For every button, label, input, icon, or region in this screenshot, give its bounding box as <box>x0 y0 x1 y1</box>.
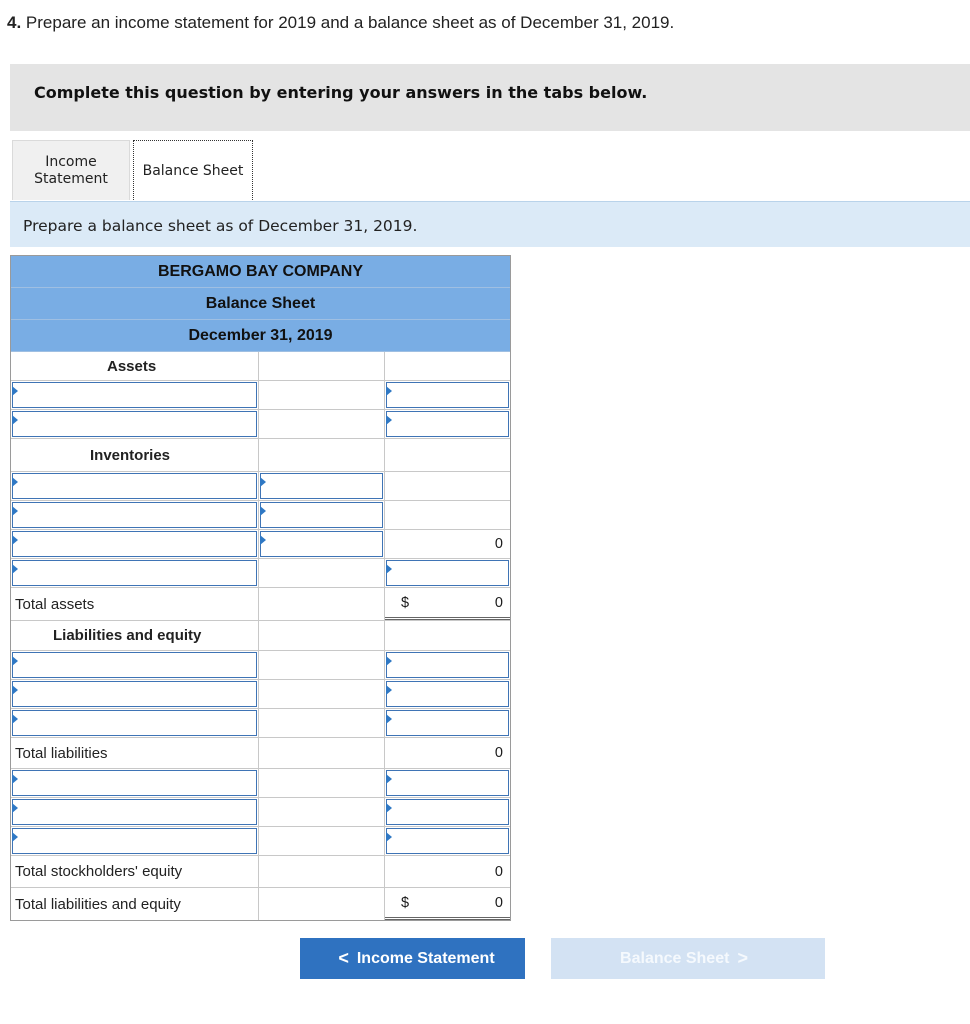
tab-income-statement[interactable] <box>12 140 130 200</box>
inventories-heading: Inventories <box>90 446 171 464</box>
instruction-text: Prepare a balance sheet as of December 31, 2019. <box>23 217 418 235</box>
tab-income-label-line2: Statement <box>34 170 108 187</box>
chevron-right-icon: > <box>737 948 748 968</box>
question-number: 4. <box>7 13 22 32</box>
equity-amount-input[interactable] <box>386 799 509 825</box>
total-le-currency: $ <box>401 894 410 911</box>
total-liabilities-equity-value: 0 <box>494 894 503 911</box>
balance-sheet-table <box>10 255 511 921</box>
liability-amount-input[interactable] <box>386 681 509 707</box>
table-row <box>11 798 510 827</box>
inventory-amount-input[interactable] <box>260 502 383 528</box>
total-assets-label: Total assets <box>15 595 95 613</box>
asset-amount-input[interactable] <box>386 382 509 408</box>
statement-date: December 31, 2019 <box>11 320 510 352</box>
liability-amount-input[interactable] <box>386 710 509 736</box>
banner-text: Complete this question by entering your answers in the tabs below. <box>34 83 648 102</box>
table-row <box>11 352 510 381</box>
table-row <box>11 530 510 559</box>
tab-balance-sheet[interactable] <box>133 140 253 202</box>
asset-amount-input[interactable] <box>386 560 509 586</box>
table-row <box>11 621 510 651</box>
total-liabilities-value: 0 <box>494 745 503 761</box>
total-equity-value: 0 <box>494 863 503 880</box>
inventory-name-input[interactable] <box>12 473 257 499</box>
liability-name-input[interactable] <box>12 710 257 736</box>
asset-name-input[interactable] <box>12 411 257 437</box>
inventory-amount-input[interactable] <box>260 473 383 499</box>
equity-name-input[interactable] <box>12 770 257 796</box>
table-row <box>11 381 510 410</box>
inventory-name-input[interactable] <box>12 531 257 557</box>
total-equity-label: Total stockholders' equity <box>15 863 183 880</box>
total-assets-value: 0 <box>494 594 503 611</box>
table-row <box>11 738 510 769</box>
chevron-left-icon: < <box>338 948 349 968</box>
inventory-name-input[interactable] <box>12 502 257 528</box>
asset-name-input[interactable] <box>12 560 257 586</box>
table-row <box>11 472 510 501</box>
liabilities-equity-heading: Liabilities and equity <box>53 627 202 644</box>
total-liabilities-label: Total liabilities <box>15 744 108 762</box>
table-row <box>11 588 510 621</box>
table-row <box>11 888 510 920</box>
table-row <box>11 559 510 588</box>
table-row <box>11 769 510 798</box>
inventories-total-value: 0 <box>494 536 503 552</box>
liability-name-input[interactable] <box>12 681 257 707</box>
tab-balance-label: Balance Sheet <box>142 163 244 179</box>
table-row <box>11 651 510 680</box>
assets-heading: Assets <box>107 357 157 375</box>
table-row <box>11 410 510 439</box>
liability-name-input[interactable] <box>12 652 257 678</box>
total-liabilities-equity-label: Total liabilities and equity <box>15 895 181 913</box>
next-button-label: Balance Sheet <box>620 949 730 967</box>
liability-amount-input[interactable] <box>386 652 509 678</box>
equity-amount-input[interactable] <box>386 828 509 854</box>
table-row <box>11 856 510 888</box>
instruction-bar <box>10 201 970 247</box>
asset-amount-input[interactable] <box>386 411 509 437</box>
asset-name-input[interactable] <box>12 382 257 408</box>
question-text: Prepare an income statement for 2019 and a balance sheet as of December 31, 2019. <box>25 13 675 32</box>
equity-name-input[interactable] <box>12 799 257 825</box>
equity-name-input[interactable] <box>12 828 257 854</box>
table-row <box>11 827 510 856</box>
inventory-amount-input[interactable] <box>260 531 383 557</box>
tab-income-label-line1: Income <box>45 153 97 170</box>
question-title <box>7 13 674 33</box>
next-balance-sheet-button[interactable] <box>551 938 825 979</box>
statement-title: Balance Sheet <box>11 288 510 320</box>
equity-amount-input[interactable] <box>386 770 509 796</box>
table-row <box>11 439 510 472</box>
company-name: BERGAMO BAY COMPANY <box>11 256 510 288</box>
prev-income-statement-button[interactable] <box>300 938 525 979</box>
total-assets-currency: $ <box>401 594 410 611</box>
instructions-banner <box>10 64 970 131</box>
table-row <box>11 501 510 530</box>
table-row <box>11 709 510 738</box>
table-row <box>11 680 510 709</box>
prev-button-label: Income Statement <box>356 949 495 967</box>
